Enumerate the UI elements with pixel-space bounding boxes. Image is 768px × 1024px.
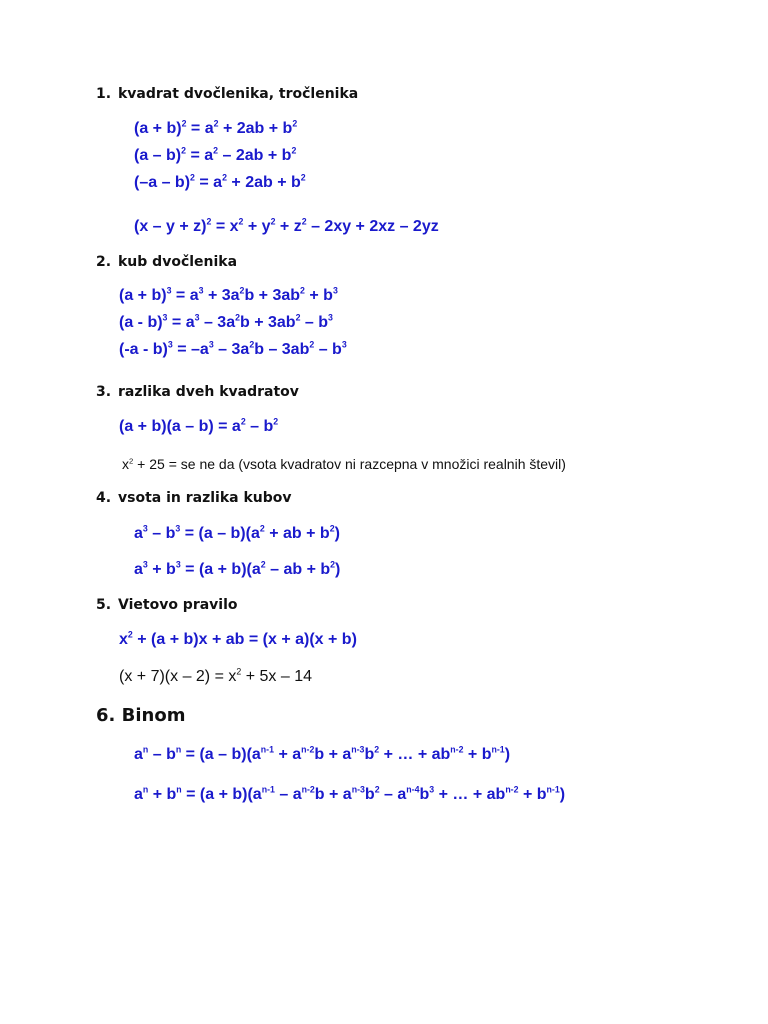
section-title: Vietovo pravilo: [118, 597, 238, 613]
section-number: 3.: [96, 384, 112, 400]
formula-binom-sum: $a^n + b^n = (a + b)(a^{n-1} - a^{n-2}b + a^{n-3}b^2 - a^{n-4}b^3$ + … + $ab^{n-2} + b^{n-1}$): [134, 784, 566, 803]
section-2-heading: [96, 255, 237, 269]
section-1-heading: [96, 87, 358, 101]
section-number: 4.: [96, 490, 112, 506]
section-5-heading: [96, 598, 238, 612]
section-number: 6.: [96, 705, 116, 726]
formula-binom-diff: $a^n - b^n = (a - b)(a^{n-1} + a^{n-2}b + a^{n-3}b^2$ + … + $ab^{n-2} + b^{n-1}$): [134, 744, 511, 763]
formula-square-trinomial: $(x - y + z)^2 = x^2 + y^2 + z^2 - 2xy + 2xz - 2yz$: [134, 216, 439, 235]
note-sum-squares: $x^2 + 25$ = se ne da (vsota kvadratov ni razcepna v množici realnih števil): [122, 456, 566, 472]
formula-square-neg: $(-a - b)^2 = a^2 + 2ab + b^2$: [134, 172, 306, 191]
section-4-heading: [96, 491, 292, 505]
formula-cube-neg: $(-a - b)^3 = -a^3 - 3a^2b - 3ab^2 - b^3$: [119, 339, 347, 358]
section-number: 2.: [96, 254, 112, 270]
section-number: 5.: [96, 597, 112, 613]
section-6-heading: [96, 707, 185, 725]
formula-cube-diff: $(a - b)^3 = a^3 - 3a^2b + 3ab^2 - b^3$: [119, 312, 333, 331]
formula-cube-sum: $(a + b)^3 = a^3 + 3a^2b + 3ab^2 + b^3$: [119, 285, 338, 304]
formula-diff-cubes: $a^3 - b^3 = (a - b)(a^2$ + ab + $b^2$): [134, 523, 340, 542]
section-title: kvadrat dvočlenika, tročlenika: [118, 86, 359, 102]
section-3-heading: [96, 385, 299, 399]
formula-vieta: $x^2 + (a + b)x$ + ab = (x + a)(x + b): [119, 629, 357, 648]
formula-diff-squares: $(a + b)(a - b) = a^2 - b^2$: [119, 416, 279, 435]
formula-square-sum: $(a + b)^2 = a^2 + 2ab + b^2$: [134, 118, 298, 137]
section-title: Binom: [121, 705, 186, 726]
example-vieta: $(x + 7)(x - 2) = x^2 + 5x - 14$: [119, 666, 312, 685]
formula-square-diff: $(a - b)^2 = a^2 - 2ab + b^2$: [134, 145, 297, 164]
section-title: vsota in razlika kubov: [118, 490, 292, 506]
section-title: razlika dveh kvadratov: [118, 384, 299, 400]
formula-sum-cubes: $a^3 + b^3 = (a + b)(a^2$ – ab + $b^2$): [134, 559, 341, 578]
section-title: kub dvočlenika: [118, 254, 238, 270]
section-number: 1.: [96, 86, 112, 102]
